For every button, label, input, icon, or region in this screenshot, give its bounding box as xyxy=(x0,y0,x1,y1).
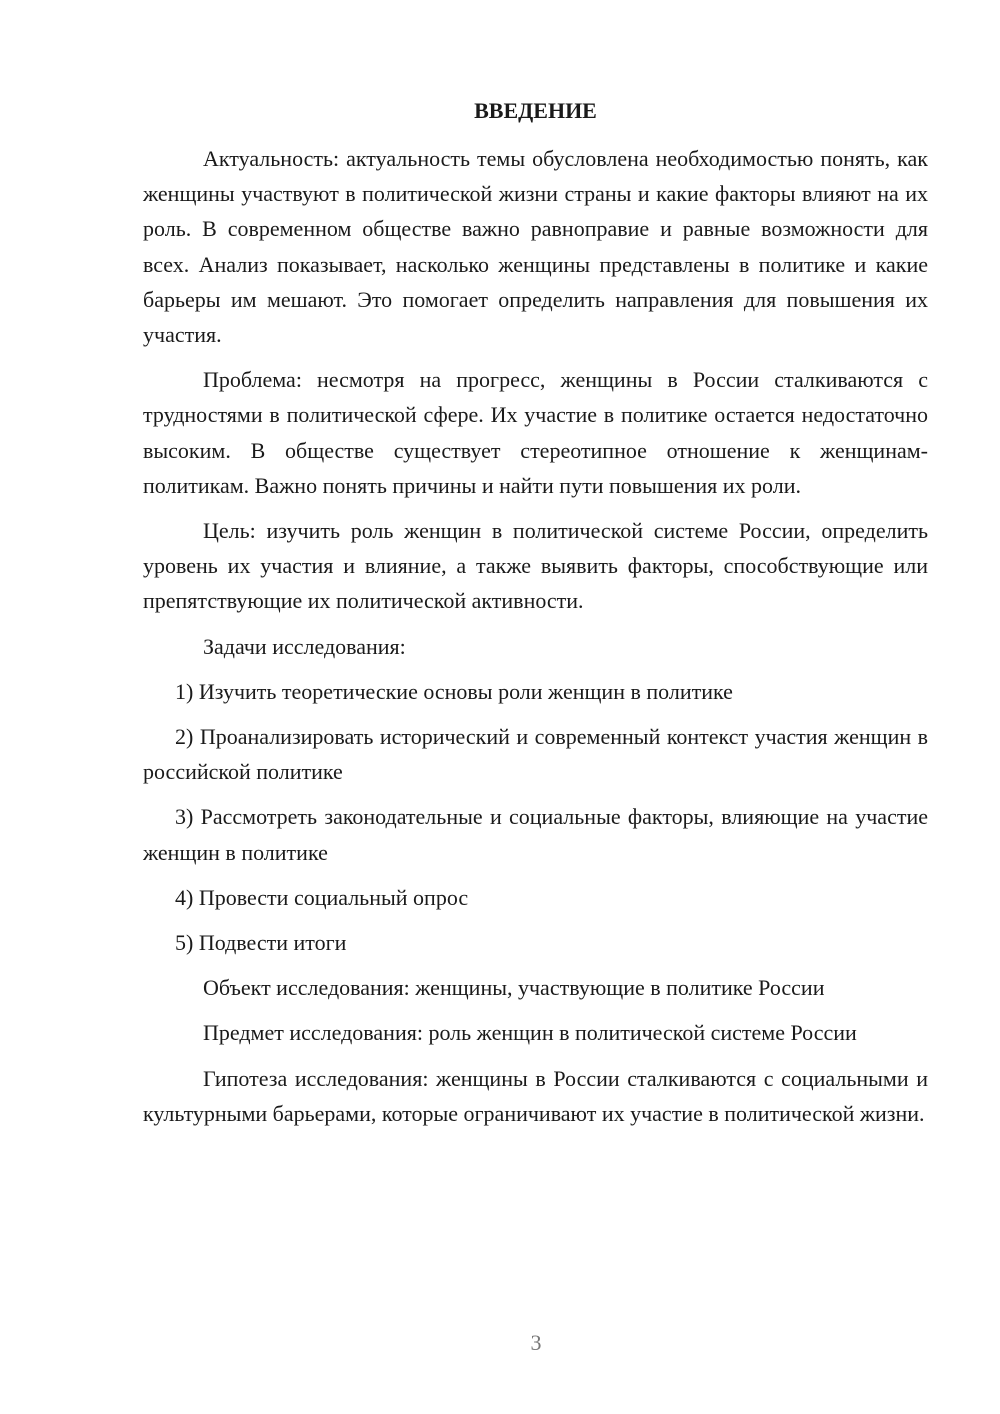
paragraph-relevance: Актуальность: актуальность темы обусловлена необходимостью понять, как женщины участвуют в политической жизни страны и какие факторы влияют на их роль. В современном обществе важно равноправие и равные возможности для всех. Анализ показывает, насколько женщины представлены в политике и какие барьеры им мешают. Это помогает определить направления для повышения их участия. xyxy=(143,146,928,348)
paragraph-problem: Проблема: несмотря на прогресс, женщины в России сталкиваются с трудностями в политической сфере. Их участие в политике остается недостаточно высоким. В обществе существует стереотипное отношение к женщинам-политикам. Важно понять причины и найти пути повышения их роли. xyxy=(143,367,928,498)
list-item: 4) Провести социальный опрос xyxy=(175,884,469,910)
page-title: ВВЕДЕНИЕ xyxy=(474,98,597,123)
list-item: 3) Рассмотреть законодательные и социальные факторы, влияющие на участие женщин в политике xyxy=(143,804,928,865)
page-number: 3 xyxy=(530,1330,542,1355)
paragraph-object: Объект исследования: женщины, участвующие в политике России xyxy=(203,975,825,1001)
list-item: 2) Проанализировать исторический и современный контекст участия женщин в российской политике xyxy=(143,724,928,785)
paragraph-goal: Цель: изучить роль женщин в политической системе России, определить уровень их участия и влияние, а также выявить факторы, способствующие или препятствующие их политической активности. xyxy=(143,518,928,614)
document-page xyxy=(143,94,928,1131)
paragraph-hypothesis: Гипотеза исследования: женщины в России сталкиваются с социальными и культурными барьерами, которые ограничивают их участие в политической жизни. xyxy=(143,1065,928,1126)
paragraph-subject: Предмет исследования: роль женщин в политической системе России xyxy=(203,1020,857,1046)
list-item: 1) Изучить теоретические основы роли женщин в политике xyxy=(175,678,733,704)
tasks-heading: Задачи исследования: xyxy=(203,633,406,659)
list-item: 5) Подвести итоги xyxy=(175,930,347,956)
